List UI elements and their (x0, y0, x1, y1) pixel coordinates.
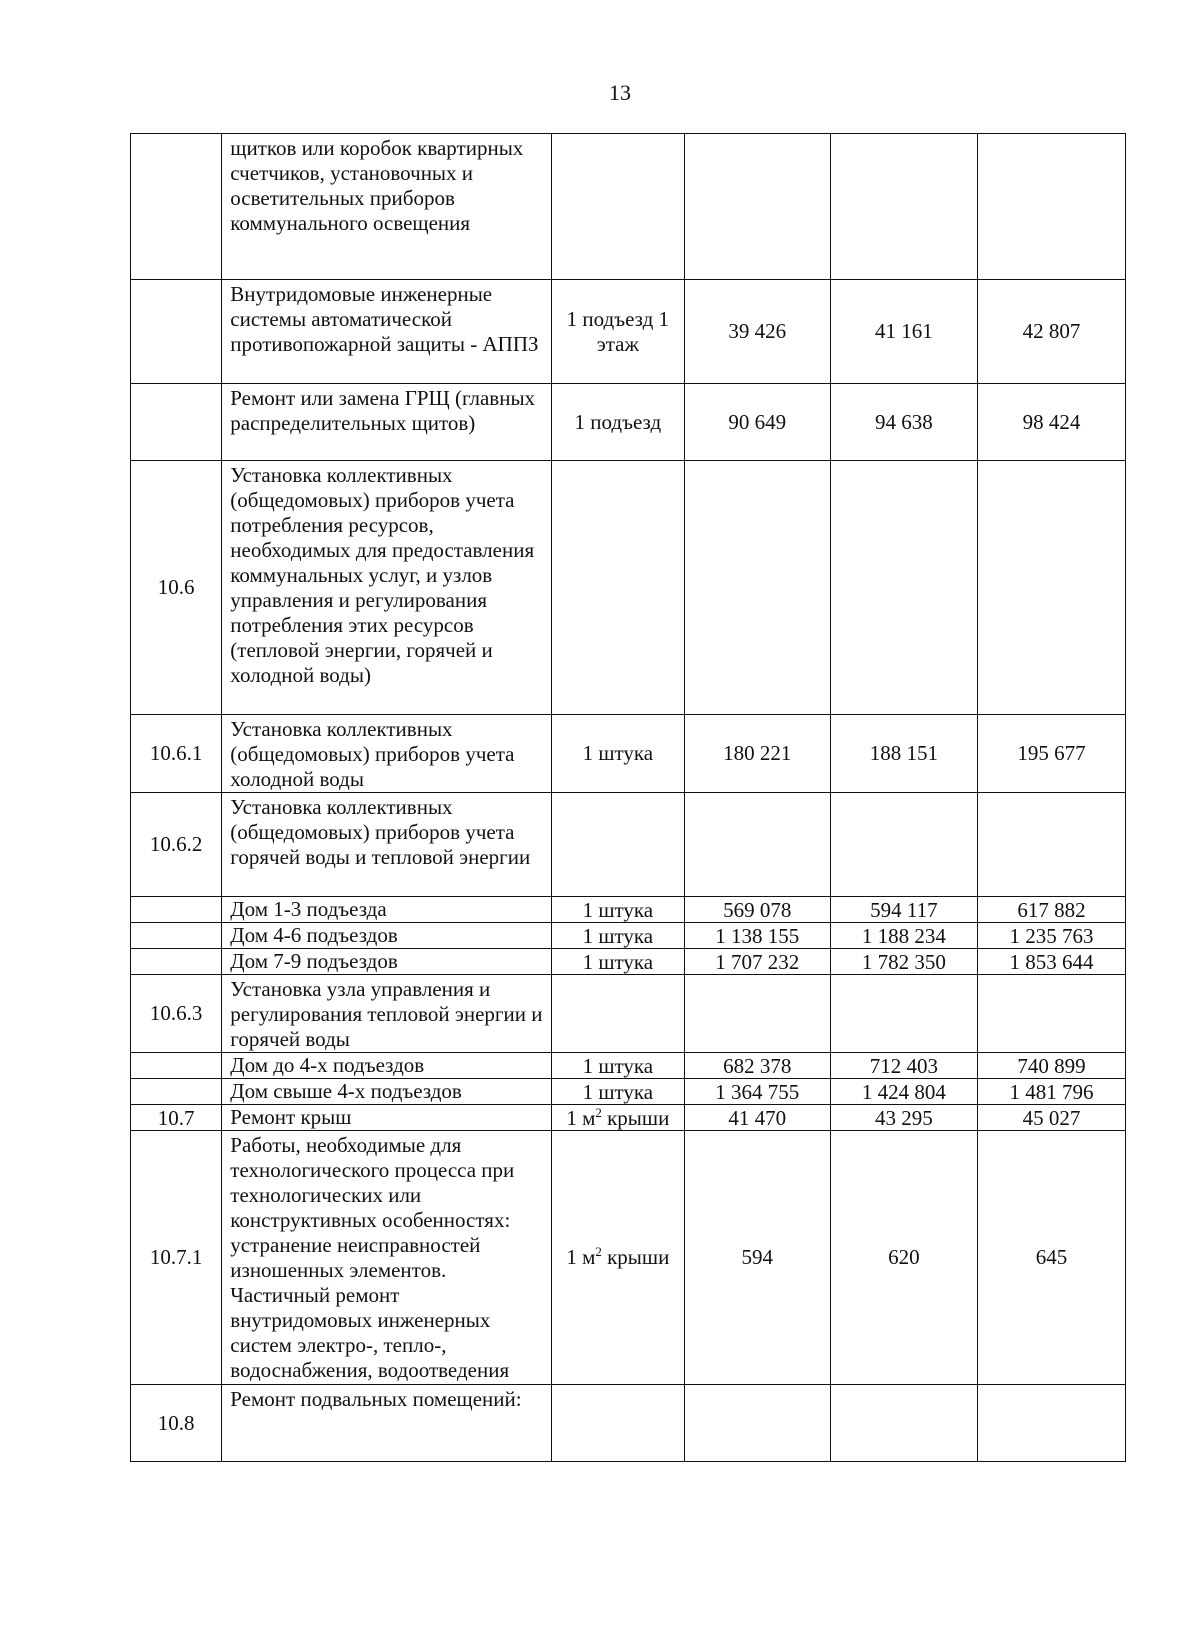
row-description: Дом 7-9 подъездов (222, 949, 552, 975)
row-number (131, 949, 222, 975)
row-unit (551, 793, 684, 897)
row-number (131, 923, 222, 949)
row-value-3 (977, 134, 1125, 280)
row-value-3: 98 424 (977, 384, 1125, 461)
row-unit (551, 461, 684, 715)
table-row (131, 949, 1126, 975)
row-unit (551, 1385, 684, 1462)
row-unit (551, 1131, 684, 1385)
unit-superscript: 2 (595, 1104, 602, 1120)
row-description: Установка коллективных (общедомовых) приборов учета холодной воды (222, 715, 552, 793)
row-value-2: 1 782 350 (830, 949, 977, 975)
table-row (131, 280, 1126, 384)
table-row (131, 1131, 1126, 1385)
row-unit: 1 подъезд 1 этаж (551, 280, 684, 384)
row-number: 10.7 (131, 1105, 222, 1131)
row-value-1: 180 221 (684, 715, 830, 793)
row-value-2: 94 638 (830, 384, 977, 461)
row-number (131, 1079, 222, 1105)
table-row (131, 1105, 1126, 1131)
row-value-1: 682 378 (684, 1053, 830, 1079)
row-number: 10.6.3 (131, 975, 222, 1053)
row-value-2: 1 188 234 (830, 923, 977, 949)
row-value-2: 620 (830, 1131, 977, 1385)
row-value-2: 188 151 (830, 715, 977, 793)
row-value-3 (977, 975, 1125, 1053)
row-value-3: 1 235 763 (977, 923, 1125, 949)
row-description: Дом свыше 4-х подъездов (222, 1079, 552, 1105)
row-value-2: 712 403 (830, 1053, 977, 1079)
row-value-3: 42 807 (977, 280, 1125, 384)
row-value-1 (684, 1385, 830, 1462)
row-value-1: 90 649 (684, 384, 830, 461)
table-row (131, 975, 1126, 1053)
row-description: Установка коллективных (общедомовых) приборов учета потребления ресурсов, необходимых для предоставления коммунальных услуг, и узлов управления и регулирования потребления этих ресурсов (тепловой энергии, горячей и холодной воды) (222, 461, 552, 715)
row-value-1: 1 707 232 (684, 949, 830, 975)
table-row (131, 715, 1126, 793)
row-description: щитков или коробок квартирных счетчиков, установочных и осветительных приборов коммунального освещения (222, 134, 552, 280)
row-value-2 (830, 134, 977, 280)
row-value-3: 1 481 796 (977, 1079, 1125, 1105)
row-value-2 (830, 975, 977, 1053)
row-number: 10.6.1 (131, 715, 222, 793)
row-value-3 (977, 461, 1125, 715)
table-row (131, 793, 1126, 897)
row-number: 10.6 (131, 461, 222, 715)
row-value-2 (830, 793, 977, 897)
row-value-1: 594 (684, 1131, 830, 1385)
rates-table (130, 133, 1126, 1462)
row-number: 10.7.1 (131, 1131, 222, 1385)
row-value-2: 43 295 (830, 1105, 977, 1131)
row-number (131, 1053, 222, 1079)
row-value-1 (684, 461, 830, 715)
row-value-2: 41 161 (830, 280, 977, 384)
row-value-1: 569 078 (684, 897, 830, 923)
table-row (131, 384, 1126, 461)
row-description: Установка коллективных (общедомовых) приборов учета горячей воды и тепловой энергии (222, 793, 552, 897)
row-description: Дом 4-6 подъездов (222, 923, 552, 949)
row-value-3 (977, 1385, 1125, 1462)
row-value-3: 45 027 (977, 1105, 1125, 1131)
row-value-3 (977, 793, 1125, 897)
row-unit: 1 штука (551, 1053, 684, 1079)
row-description: Ремонт крыш (222, 1105, 552, 1131)
row-description: Установка узла управления и регулирования тепловой энергии и горячей воды (222, 975, 552, 1053)
table-row (131, 923, 1126, 949)
row-value-1: 1 364 755 (684, 1079, 830, 1105)
table-row (131, 1053, 1126, 1079)
unit-suffix: крыши (601, 1105, 670, 1130)
row-value-1: 39 426 (684, 280, 830, 384)
row-value-1: 41 470 (684, 1105, 830, 1131)
row-value-3: 1 853 644 (977, 949, 1125, 975)
row-unit (551, 134, 684, 280)
table-row (131, 897, 1126, 923)
row-value-3: 617 882 (977, 897, 1125, 923)
row-number: 10.6.2 (131, 793, 222, 897)
row-value-1: 1 138 155 (684, 923, 830, 949)
row-number (131, 280, 222, 384)
row-number (131, 384, 222, 461)
row-value-3: 740 899 (977, 1053, 1125, 1079)
row-number (131, 897, 222, 923)
row-unit: 1 штука (551, 897, 684, 923)
row-unit: 1 штука (551, 923, 684, 949)
row-unit: 1 штука (551, 715, 684, 793)
row-value-2 (830, 461, 977, 715)
unit-superscript: 2 (595, 1244, 602, 1259)
row-description: Ремонт или замена ГРЩ (главных распределительных щитов) (222, 384, 552, 461)
row-value-2: 594 117 (830, 897, 977, 923)
row-description: Работы, необходимые для технологического процесса при технологических или конструктивных особенностях: устранение неисправностей изношенных элементов. Частичный ремонт внутридомовых инженерных систем электро-, тепло-, водоснабжения, водоотведения (222, 1131, 552, 1385)
unit-text: 1 м (566, 1105, 596, 1130)
row-description: Ремонт подвальных помещений: (222, 1385, 552, 1462)
row-value-1 (684, 793, 830, 897)
table-row (131, 134, 1126, 280)
row-unit: 1 подъезд (551, 384, 684, 461)
table-row (131, 1079, 1126, 1105)
table-row (131, 1385, 1126, 1462)
unit-suffix: крыши (601, 1245, 670, 1269)
row-value-1 (684, 975, 830, 1053)
row-value-2 (830, 1385, 977, 1462)
row-description: Дом 1-3 подъезда (222, 897, 552, 923)
row-value-1 (684, 134, 830, 280)
row-unit (551, 1105, 684, 1131)
row-number: 10.8 (131, 1385, 222, 1462)
row-number (131, 134, 222, 280)
row-value-2: 1 424 804 (830, 1079, 977, 1105)
row-value-3: 195 677 (977, 715, 1125, 793)
row-description: Дом до 4-х подъездов (222, 1053, 552, 1079)
unit-text: 1 м (566, 1245, 596, 1269)
row-description: Внутридомовые инженерные системы автоматической противопожарной защиты - АППЗ (222, 280, 552, 384)
row-unit: 1 штука (551, 949, 684, 975)
row-value-3: 645 (977, 1131, 1125, 1385)
table-row (131, 461, 1126, 715)
page-number: 13 (609, 80, 631, 105)
row-unit (551, 975, 684, 1053)
row-unit: 1 штука (551, 1079, 684, 1105)
